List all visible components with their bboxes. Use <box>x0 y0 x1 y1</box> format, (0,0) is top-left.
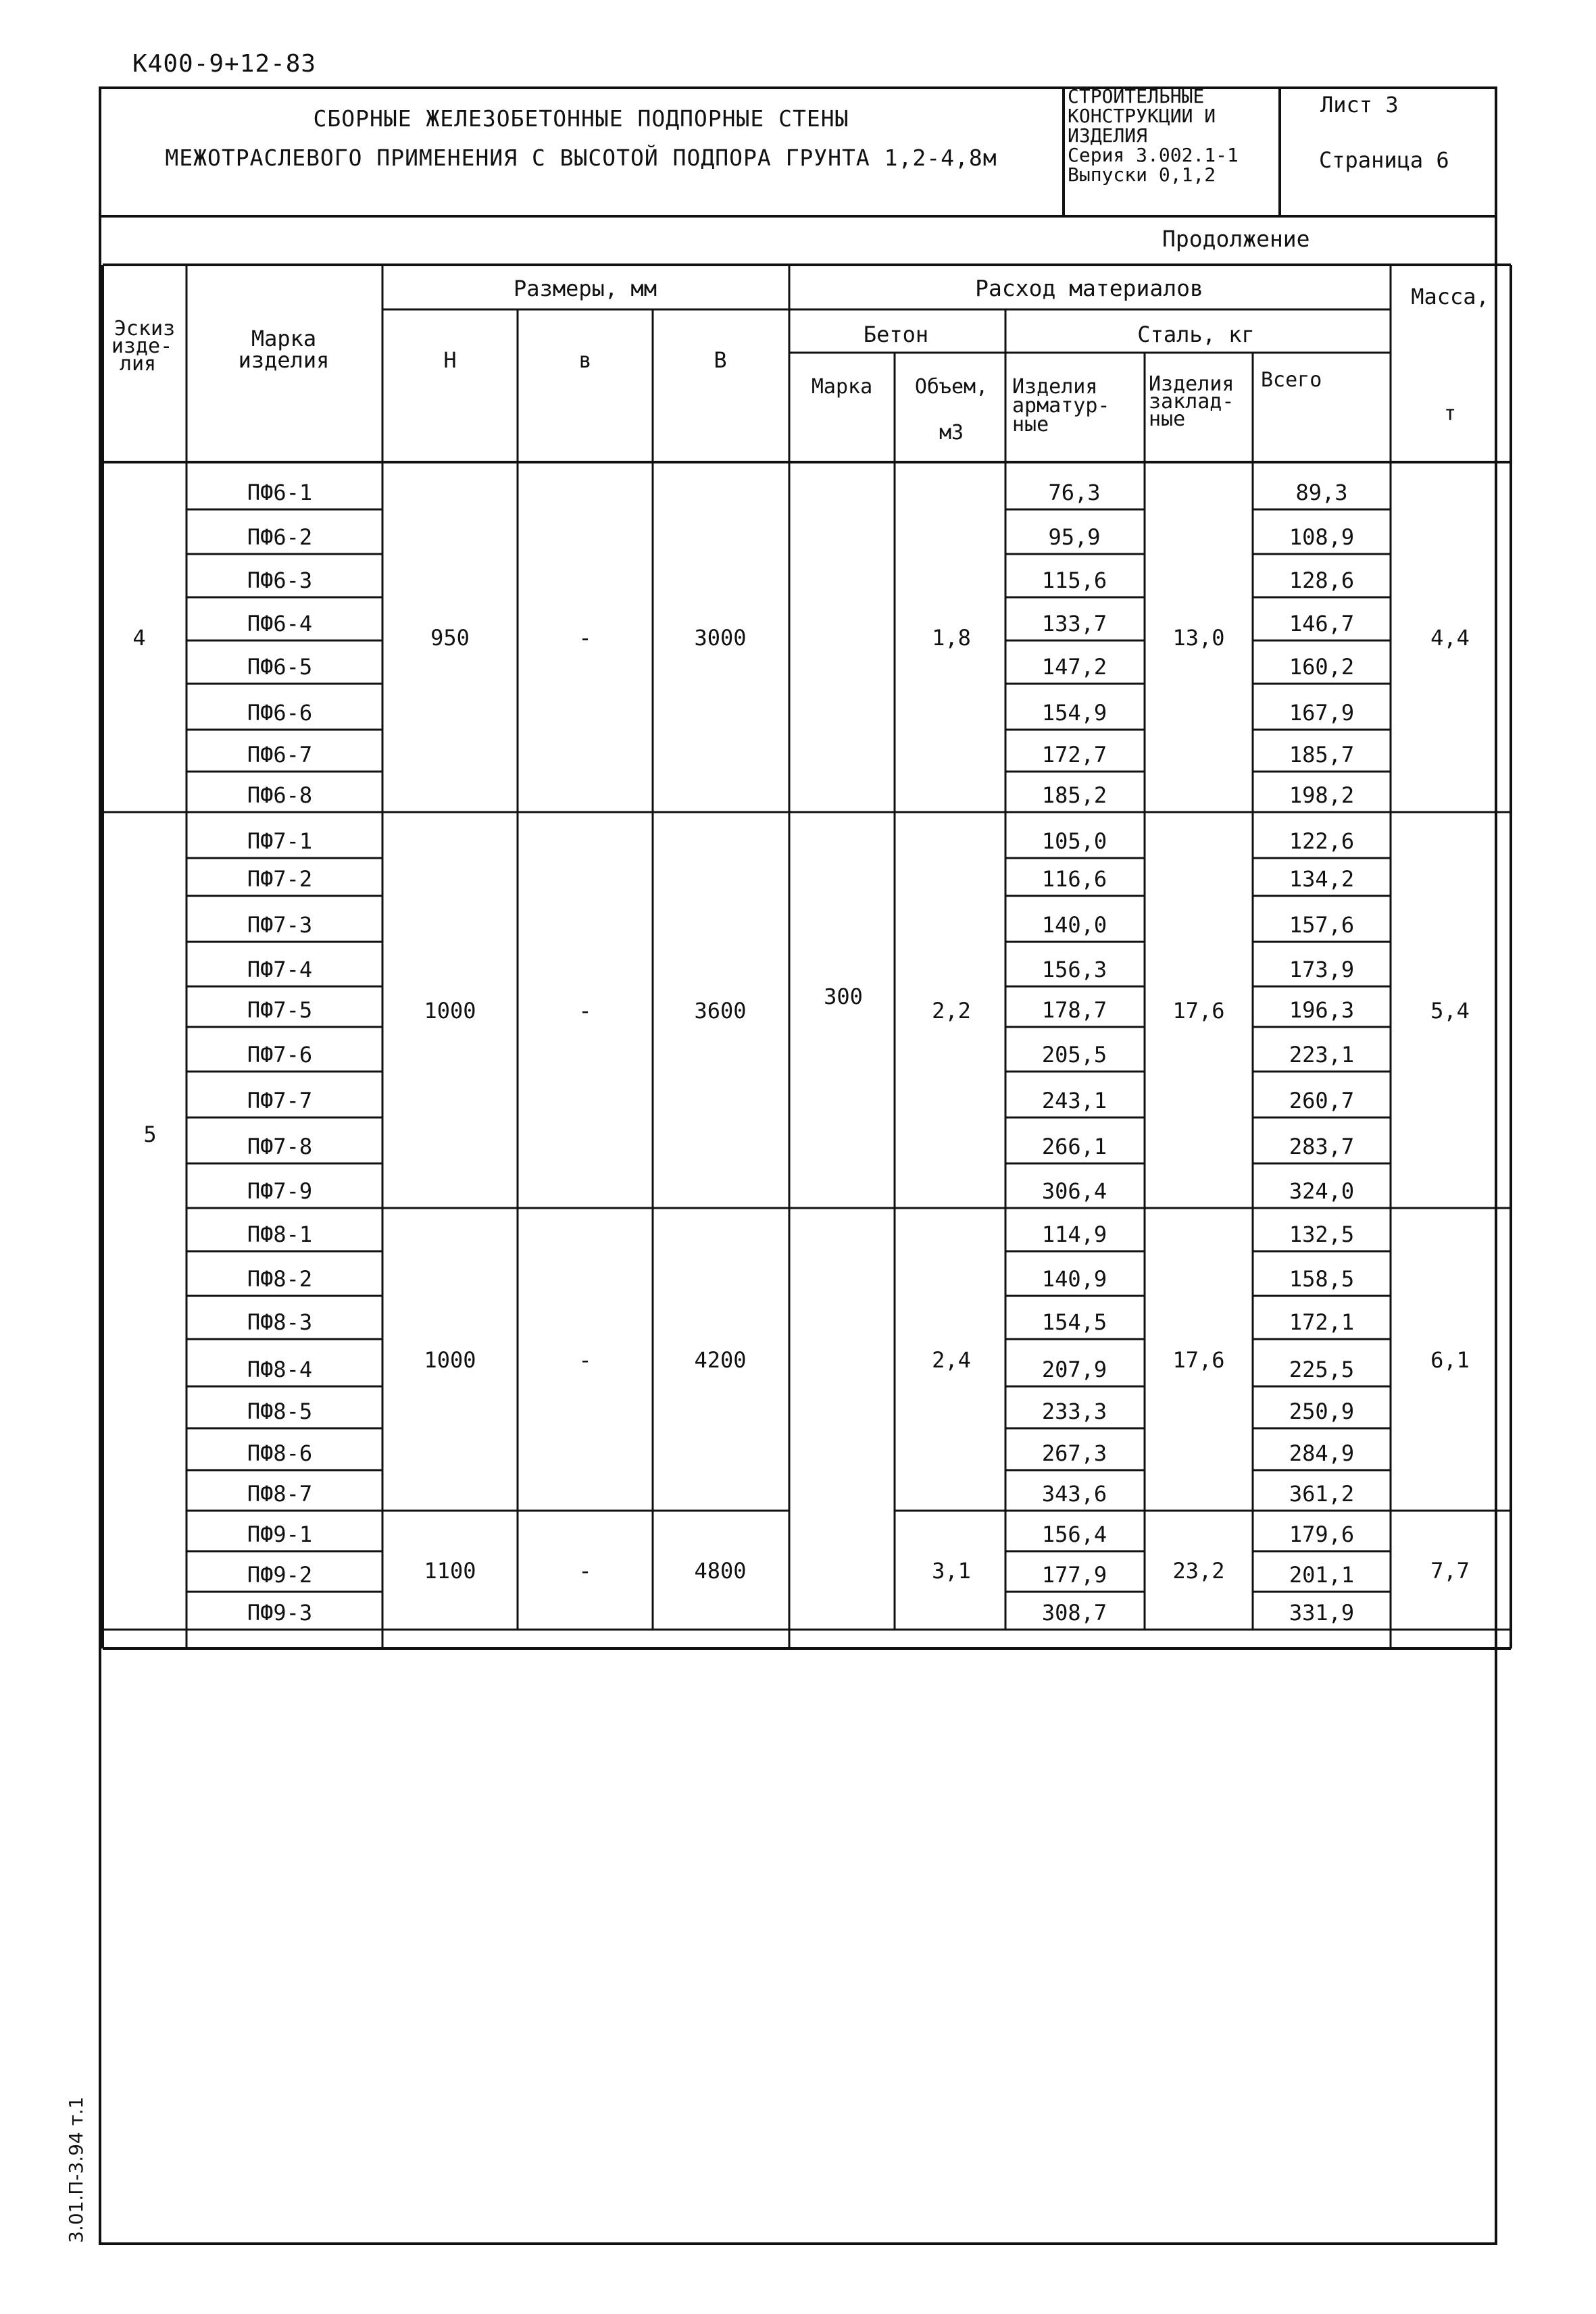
cell-total: 134,2 <box>1289 866 1355 892</box>
cell-mark: ПФ8-2 <box>247 1266 313 1292</box>
cell-total: 324,0 <box>1289 1178 1355 1204</box>
header-bb: В <box>714 347 727 373</box>
cell-total: 89,3 <box>1295 480 1348 505</box>
cell-rebar: 172,7 <box>1041 742 1107 768</box>
cell-total: 185,7 <box>1289 742 1355 768</box>
cell-mark: ПФ9-1 <box>247 1521 313 1547</box>
cell-rebar: 308,7 <box>1041 1600 1107 1626</box>
cell-total: 284,9 <box>1289 1440 1355 1466</box>
cell-rebar: 154,5 <box>1041 1309 1107 1335</box>
cell-total: 361,2 <box>1289 1481 1355 1507</box>
cell-rebar: 207,9 <box>1041 1357 1107 1382</box>
cell-total: 223,1 <box>1289 1042 1355 1067</box>
header-embedded: ные <box>1149 407 1186 431</box>
cell-sketch: 4 <box>132 625 146 651</box>
cell-mark: ПФ6-3 <box>247 568 313 593</box>
cell-total: 179,6 <box>1289 1521 1355 1547</box>
cell-rebar: 95,9 <box>1048 524 1101 550</box>
header-rebar: арматур- <box>1012 394 1110 418</box>
continuation-label: Продолжение <box>1162 226 1310 252</box>
cell-h: 1000 <box>424 1347 476 1373</box>
cell-b: - <box>578 1558 592 1584</box>
series-line: Серия 3.002.1-1 <box>1068 144 1239 166</box>
header-h: Н <box>443 347 457 373</box>
cell-total: 128,6 <box>1289 568 1355 593</box>
header-sketch: Эскиз <box>114 317 176 341</box>
cell-rebar: 115,6 <box>1041 568 1107 593</box>
cell-rebar: 185,2 <box>1041 782 1107 808</box>
cell-total: 146,7 <box>1289 611 1355 636</box>
cell-total: 173,9 <box>1289 957 1355 982</box>
cell-total: 250,9 <box>1289 1399 1355 1424</box>
cell-h: 1000 <box>424 998 476 1024</box>
header-rebar: ные <box>1012 413 1049 436</box>
cell-total: 122,6 <box>1289 828 1355 854</box>
series-line: ИЗДЕЛИЯ <box>1068 124 1148 147</box>
cell-rebar: 267,3 <box>1041 1440 1107 1466</box>
header-volume: Объем, <box>914 375 989 399</box>
cell-b: - <box>578 1347 592 1373</box>
cell-mark: ПФ7-6 <box>247 1042 313 1067</box>
cell-mark: ПФ6-7 <box>247 742 313 768</box>
cell-mark: ПФ7-7 <box>247 1088 313 1113</box>
cell-total: 198,2 <box>1289 782 1355 808</box>
cell-mass: 6,1 <box>1430 1347 1470 1373</box>
cell-rebar: 140,0 <box>1041 912 1107 938</box>
cell-total: 158,5 <box>1289 1266 1355 1292</box>
cell-mass: 4,4 <box>1430 625 1470 651</box>
cell-rebar: 114,9 <box>1041 1222 1107 1247</box>
cell-total: 260,7 <box>1289 1088 1355 1113</box>
cell-mark: ПФ9-2 <box>247 1562 313 1588</box>
series-line: СТРОИТЕЛЬНЫЕ <box>1068 85 1205 107</box>
cell-total: 196,3 <box>1289 997 1355 1023</box>
cell-total: 108,9 <box>1289 524 1355 550</box>
cell-total: 283,7 <box>1289 1134 1355 1159</box>
cell-h: 1100 <box>424 1558 476 1584</box>
header-mark: Марка <box>251 326 317 351</box>
cell-mark: ПФ7-3 <box>247 912 313 938</box>
cell-mark: ПФ6-2 <box>247 524 313 550</box>
cell-mark: ПФ8-1 <box>247 1222 313 1247</box>
header-steel: Сталь, кг <box>1137 322 1255 347</box>
cell-rebar: 105,0 <box>1041 828 1107 854</box>
header-mass: Масса, <box>1411 284 1489 309</box>
cell-bb: 4200 <box>694 1347 747 1373</box>
cell-rebar: 156,4 <box>1041 1521 1107 1547</box>
header-sketch: изде- <box>111 334 173 358</box>
cell-total: 132,5 <box>1289 1222 1355 1247</box>
cell-mark: ПФ8-7 <box>247 1481 313 1507</box>
cell-mass: 7,7 <box>1430 1558 1470 1584</box>
cell-mark: ПФ8-5 <box>247 1399 313 1424</box>
cell-total: 157,6 <box>1289 912 1355 938</box>
series-line: КОНСТРУКЦИИ И <box>1068 105 1216 127</box>
cell-volume: 2,2 <box>932 998 971 1024</box>
cell-bb: 3600 <box>694 998 747 1024</box>
cell-total: 331,9 <box>1289 1600 1355 1626</box>
cell-rebar: 177,9 <box>1041 1562 1107 1588</box>
cell-volume: 1,8 <box>932 625 971 651</box>
cell-rebar: 243,1 <box>1041 1088 1107 1113</box>
cell-concrete-grade: 300 <box>824 984 863 1009</box>
cell-sketch: 5 <box>143 1122 157 1147</box>
cell-rebar: 233,3 <box>1041 1399 1107 1424</box>
cell-mark: ПФ7-2 <box>247 866 313 892</box>
cell-rebar: 76,3 <box>1048 480 1101 505</box>
cell-mark: ПФ7-1 <box>247 828 313 854</box>
cell-total: 160,2 <box>1289 654 1355 680</box>
header-volume: м3 <box>939 421 964 445</box>
cell-embedded: 17,6 <box>1172 998 1225 1024</box>
cell-mark: ПФ7-8 <box>247 1134 313 1159</box>
cell-b: - <box>578 625 592 651</box>
cell-volume: 3,1 <box>932 1558 971 1584</box>
cell-mark: ПФ6-1 <box>247 480 313 505</box>
cell-mass: 5,4 <box>1430 998 1470 1024</box>
title-line-1: СБОРНЫЕ ЖЕЛЕЗОБЕТОННЫЕ ПОДПОРНЫЕ СТЕНЫ <box>313 105 849 132</box>
series-line: Выпуски 0,1,2 <box>1068 164 1216 186</box>
cell-total: 167,9 <box>1289 700 1355 726</box>
cell-bb: 3000 <box>694 625 747 651</box>
sheet-number: Лист 3 <box>1320 92 1399 118</box>
cell-rebar: 343,6 <box>1041 1481 1107 1507</box>
cell-total: 172,1 <box>1289 1309 1355 1335</box>
header-mass: т <box>1443 402 1457 426</box>
cell-rebar: 156,3 <box>1041 957 1107 982</box>
header-materials: Расход материалов <box>975 275 1203 301</box>
header-concrete: Бетон <box>863 322 929 347</box>
cell-rebar: 133,7 <box>1041 611 1107 636</box>
cell-rebar: 306,4 <box>1041 1178 1107 1204</box>
header-dimensions: Размеры, мм <box>514 276 657 301</box>
cell-mark: ПФ6-6 <box>247 700 313 726</box>
cell-mark: ПФ7-9 <box>247 1178 313 1204</box>
cell-rebar: 154,9 <box>1041 700 1107 726</box>
header-rebar: Изделия <box>1012 375 1098 399</box>
header-sketch: лия <box>119 352 157 376</box>
cell-mark: ПФ8-6 <box>247 1440 313 1466</box>
cell-bb: 4800 <box>694 1558 747 1584</box>
cell-b: - <box>578 998 592 1024</box>
header-b: в <box>578 347 592 373</box>
header-embedded: Изделия <box>1149 372 1235 396</box>
cell-mark: ПФ6-4 <box>247 611 313 636</box>
title-line-2: МЕЖОТРАСЛЕВОГО ПРИМЕНЕНИЯ С ВЫСОТОЙ ПОДПОРА ГРУНТА 1,2-4,8м <box>165 145 997 171</box>
cell-rebar: 266,1 <box>1041 1134 1107 1159</box>
side-code: 3.01.П-3.94 т.1 <box>65 2096 87 2243</box>
cell-embedded: 17,6 <box>1172 1347 1225 1373</box>
document-code: К400-9+12-83 <box>132 50 317 78</box>
cell-mark: ПФ7-5 <box>247 997 313 1023</box>
cell-mark: ПФ6-5 <box>247 654 313 680</box>
cell-volume: 2,4 <box>932 1347 971 1373</box>
cell-rebar: 147,2 <box>1041 654 1107 680</box>
cell-total: 201,1 <box>1289 1562 1355 1588</box>
page-number: Страница 6 <box>1319 147 1449 173</box>
cell-mark: ПФ8-3 <box>247 1309 313 1335</box>
cell-rebar: 116,6 <box>1041 866 1107 892</box>
cell-embedded: 23,2 <box>1172 1558 1225 1584</box>
cell-rebar: 178,7 <box>1041 997 1107 1023</box>
cell-mark: ПФ7-4 <box>247 957 313 982</box>
cell-rebar: 205,5 <box>1041 1042 1107 1067</box>
cell-mark: ПФ8-4 <box>247 1357 313 1382</box>
cell-h: 950 <box>430 625 470 651</box>
cell-mark: ПФ6-8 <box>247 782 313 808</box>
header-concrete-grade: Марка <box>811 375 873 399</box>
cell-rebar: 140,9 <box>1041 1266 1107 1292</box>
cell-total: 225,5 <box>1289 1357 1355 1382</box>
cell-embedded: 13,0 <box>1172 625 1225 651</box>
header-embedded: заклад- <box>1149 390 1235 413</box>
header-mark: изделия <box>238 347 330 373</box>
header-total: Всего <box>1261 368 1322 392</box>
cell-mark: ПФ9-3 <box>247 1600 313 1626</box>
